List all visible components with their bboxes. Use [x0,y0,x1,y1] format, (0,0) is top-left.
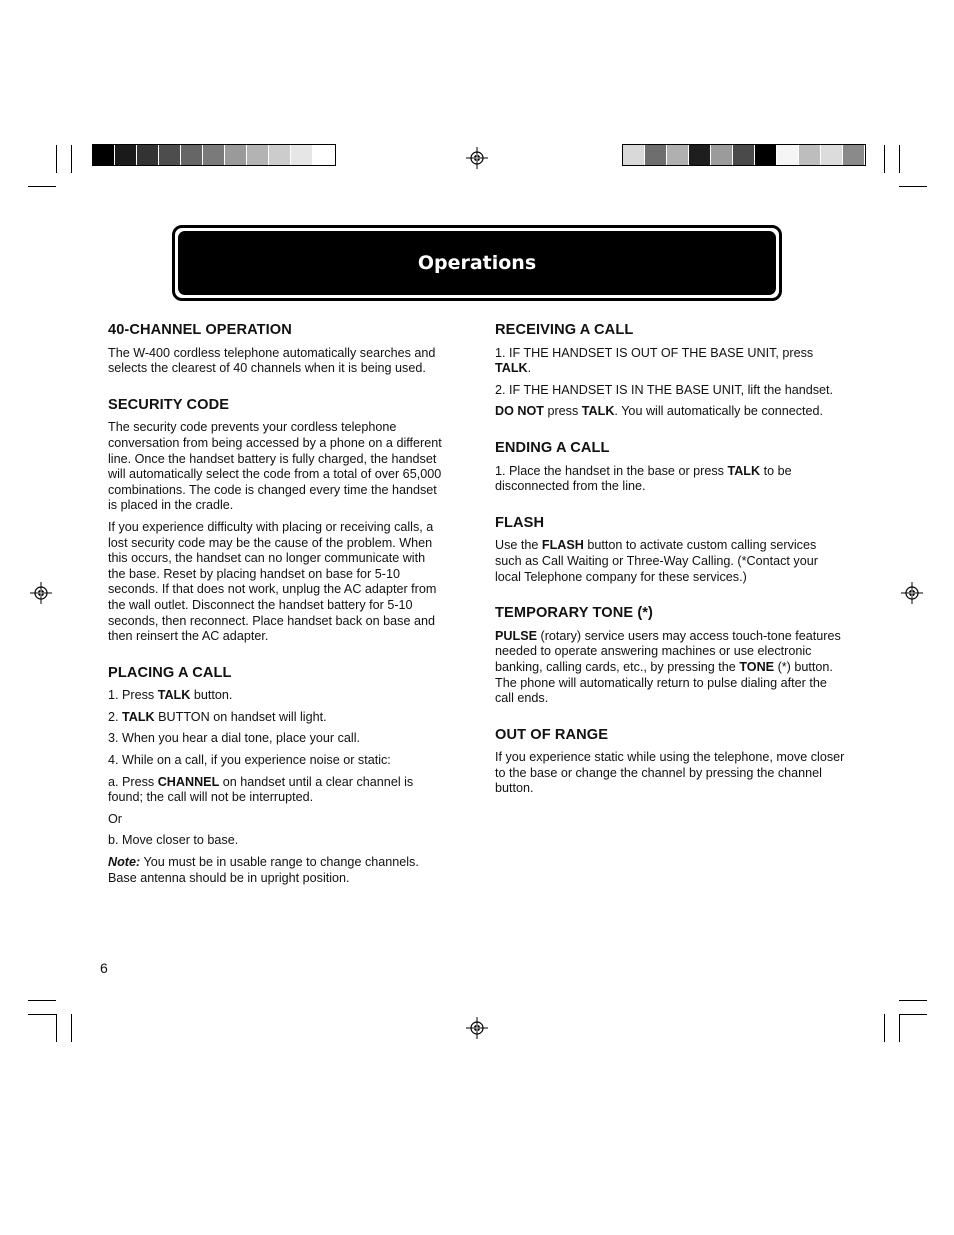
section-out-of-range [495,728,845,797]
color-swatch [181,145,203,165]
section-channel-operation [108,323,443,377]
paragraph: DO NOT press TALK. You will automatically be connected. [495,404,824,419]
section-flash [495,516,845,585]
paragraph: 1. IF THE HANDSET IS OUT OF THE BASE UNIT, press TALK. [495,345,814,376]
title-banner [172,225,782,301]
step-3: 3. When you hear a dial tone, place your call. [108,731,361,746]
step-2: 2. TALK BUTTON on handset will light. [108,709,327,724]
color-swatch [733,145,755,165]
color-swatch [755,145,777,165]
color-swatch [225,145,247,165]
paragraph: PULSE (rotary) service users may access touch-tone features needed to operate answering machines or use electronic banking, calling cards, etc., by pressing the TONE (*) button. The phone will automatically return to pulse dialing after the call ends. [495,628,841,706]
paragraph: 1. Place the handset in the base or press TALK to be disconnected from the line. [495,463,792,494]
color-swatch [203,145,225,165]
page-number: 6 [100,960,108,976]
registration-mark-right-icon [901,582,923,604]
paragraph: Use the FLASH button to activate custom calling services such as Call Waiting or Three-Way Calling. (*Contact your local Telephone company for these services.) [495,538,818,584]
color-bar-right [622,144,866,166]
color-swatch [689,145,711,165]
section-heading: SECURITY CODE [108,396,230,413]
color-swatch [711,145,733,165]
color-swatch [137,145,159,165]
step-1: 1. Press TALK button. [108,688,233,703]
color-swatch [313,145,335,165]
color-swatch [93,145,115,165]
paragraph: 2. IF THE HANDSET IS IN THE BASE UNIT, lift the handset. [495,382,834,397]
section-heading: 40-CHANNEL OPERATION [108,322,292,338]
section-heading: FLASH [495,514,545,531]
section-temporary-tone [495,606,845,707]
color-swatch [799,145,821,165]
paragraph: The security code prevents your cordless telephone conversation from being accessed by a phone on a different line. Once the handset battery is fully charged, the handset will automatically select the code from a total of over 65,000 combinations. The code is changed every time the handset is placed in the cradle. [108,420,442,513]
section-heading: ENDING A CALL [495,439,610,456]
left-column [108,323,443,907]
section-heading: TEMPORARY TONE (*) [495,605,654,622]
step-4b: b. Move closer to base. [108,833,239,848]
step-4: 4. While on a call, if you experience noise or static: [108,753,391,768]
color-swatch [115,145,137,165]
paragraph: The W-400 cordless telephone automatically searches and selects the clearest of 40 channels when it is being used. [108,345,436,376]
section-security-code [108,398,443,645]
step-4a: a. Press CHANNEL on handset until a clear channel is found; the call will not be interrupted. [108,774,414,805]
paragraph: If you experience difficulty with placing or receiving calls, a lost security code may be the cause of the problem. When this occurs, the handset can no longer communicate with the base. Reset by placing handset on base for 5-10 seconds. If that does not work, unplug the AC adapter from the wall outlet. Disconnect the handset battery for 5-10 seconds, then reconnect. Place handset back on base and then reinsert the AC adapter. [108,519,437,644]
page-title: Operations [417,252,537,274]
section-placing-a-call [108,666,443,887]
color-swatch [247,145,269,165]
color-swatch [667,145,689,165]
color-swatch [623,145,645,165]
right-column [495,323,845,818]
color-bar-left [92,144,336,166]
color-swatch [159,145,181,165]
color-swatch [645,145,667,165]
color-swatch [821,145,843,165]
registration-mark-left-icon [30,582,52,604]
section-heading: RECEIVING A CALL [495,322,634,338]
section-heading: OUT OF RANGE [495,726,609,743]
note: Note: You must be in usable range to change channels. Base antenna should be in upright position. [108,855,419,885]
color-swatch [777,145,799,165]
paragraph: If you experience static while using the telephone, move closer to the base or change the channel by pressing the channel button. [495,750,845,796]
color-swatch [291,145,313,165]
color-swatch [843,145,865,165]
section-heading: PLACING A CALL [108,664,232,681]
or-text: Or [108,811,122,826]
registration-mark-top-icon [466,147,488,169]
section-ending-a-call [495,441,845,495]
color-swatch [269,145,291,165]
section-receiving-a-call [495,323,845,420]
registration-mark-bottom-icon [466,1017,488,1039]
